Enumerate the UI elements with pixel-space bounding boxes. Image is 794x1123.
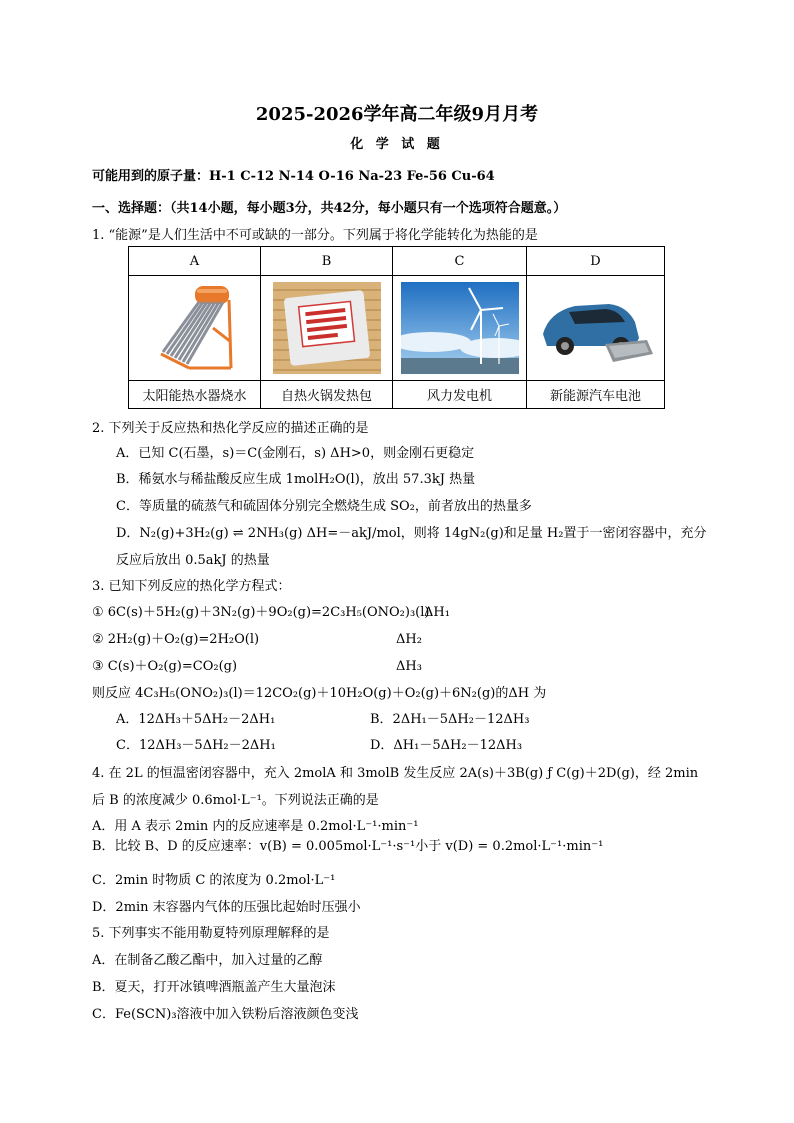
reaction-3: ③ C(s)＋O₂(g)=CO₂(g) [92, 659, 238, 674]
reaction-3-dh: ΔH₃ [396, 659, 422, 674]
question-4-option-c: C．2min 时物质 C 的浓度为 0.2mol·L⁻¹ [92, 873, 336, 888]
question-4-option-a: A．用 A 表示 2min 内的反应速率是 0.2mol·L⁻¹·min⁻¹ [92, 819, 419, 834]
exam-subject: 化 学 试 题 [350, 137, 444, 152]
section-heading: 一、选择题：（共14小题，每小题3分，共42分，每小题只有一个选项符合题意。） [92, 201, 567, 216]
column-b-header: B [261, 247, 393, 276]
question-2-stem: 2. 下列关于反应热和热化学反应的描述正确的是 [92, 421, 369, 436]
question-2-option-d-cont: 反应后放出 0.5akJ 的热量 [116, 553, 270, 568]
reaction-1-dh: ΔH₁ [424, 605, 450, 620]
reaction-2: ② 2H₂(g)＋O₂(g)=2H₂O(l) [92, 632, 260, 647]
caption-c: 风力发电机 [393, 381, 527, 409]
exam-title: 2025-2026学年高二年级9月月考 [255, 104, 539, 125]
caption-d: 新能源汽车电池 [527, 381, 665, 409]
column-d-header: D [527, 247, 665, 276]
question-4-option-b: B．比较 B、D 的反应速率：v(B) = 0.005mol·L⁻¹·s⁻¹小于 v(D) = 0.2mol·L⁻¹·min⁻¹ [92, 839, 604, 854]
solar-water-heater-image [129, 276, 261, 381]
question-3-option-d: D．ΔH₁－5ΔH₂－12ΔH₃ [370, 738, 523, 753]
question-3-stem: 3. 已知下列反应的热化学方程式： [92, 579, 291, 594]
question-3-option-b: B．2ΔH₁－5ΔH₂－12ΔH₃ [370, 712, 530, 727]
column-c-header: C [393, 247, 527, 276]
question-4-option-d: D．2min 末容器内气体的压强比起始时压强小 [92, 900, 361, 915]
question-3-option-a: A．12ΔH₃＋5ΔH₂－2ΔH₁ [116, 712, 276, 727]
wind-turbine-image [393, 276, 527, 381]
question-4-stem: 4. 在 2L 的恒温密闭容器中，充入 2molA 和 3molB 发生反应 2A(s)＋3B(g) ƒ C(g)＋2D(g)，经 2min [92, 766, 699, 781]
question-4-stem-cont: 后 B 的浓度减少 0.6mol·L⁻¹。下列说法正确的是 [92, 793, 379, 808]
question-5-option-a: A．在制备乙酸乙酯中，加入过量的乙醇 [92, 953, 323, 968]
question-3-option-c: C．12ΔH₃－5ΔH₂－2ΔH₁ [116, 738, 276, 753]
question-5-option-c: C．Fe(SCN)₃溶液中加入铁粉后溶液颜色变浅 [92, 1007, 359, 1022]
caption-a: 太阳能热水器烧水 [129, 381, 261, 409]
question-2-option-d: D．N₂(g)+3H₂(g) ⇌ 2NH₃(g) ΔH=－akJ/mol，则将 14gN₂(g)和足量 H₂置于一密闭容器中，充分 [116, 526, 707, 541]
question-1-stem: 1. “能源”是人们生活中不可或缺的一部分。下列属于将化学能转化为热能的是 [92, 228, 538, 243]
electric-car-image [527, 276, 665, 381]
question-1-table [128, 246, 665, 409]
question-2-option-c: C．等质量的硫蒸气和硫固体分别完全燃烧生成 SO₂，前者放出的热量多 [116, 499, 532, 514]
reaction-1: ① 6C(s)＋5H₂(g)＋3N₂(g)＋9O₂(g)=2C₃H₅(ONO₂)₃(l) [92, 605, 430, 620]
column-a-header: A [129, 247, 261, 276]
question-5-option-b: B．夏天，打开冰镇啤酒瓶盖产生大量泡沫 [92, 980, 336, 995]
question-2-option-b: B．稀氨水与稀盐酸反应生成 1molH₂O(l)，放出 57.3kJ 热量 [116, 472, 476, 487]
question-5-stem: 5. 下列事实不能用勒夏特列原理解释的是 [92, 926, 330, 941]
reaction-2-dh: ΔH₂ [396, 632, 422, 647]
self-heating-pack-image [261, 276, 393, 381]
question-2-option-a: A．已知 C(石墨，s)＝C(金刚石，s) ΔH>0，则金刚石更稳定 [116, 446, 475, 461]
caption-b: 自热火锅发热包 [261, 381, 393, 409]
question-3-ask: 则反应 4C₃H₅(ONO₂)₃(l)＝12CO₂(g)＋10H₂O(g)＋O₂(g)＋6N₂(g)的ΔH 为 [92, 686, 547, 701]
atomic-masses: 可能用到的原子量：H-1 C-12 N-14 O-16 Na-23 Fe-56 Cu-64 [92, 169, 495, 184]
